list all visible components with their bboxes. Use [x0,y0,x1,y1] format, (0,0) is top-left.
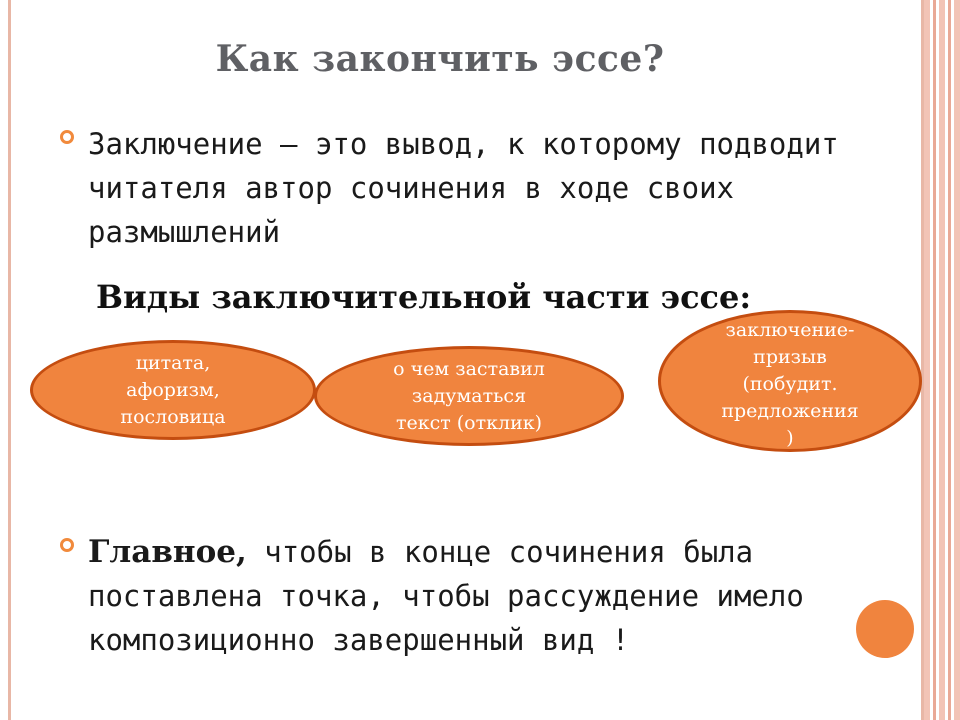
slide-title: Как закончить эссе? [215,38,665,80]
bullet-icon [60,130,74,144]
oval-call [658,310,922,452]
oval-response [314,346,624,446]
decorative-circle [856,600,914,658]
oval-quote-label: цитата, афоризм, пословица [120,351,226,428]
paragraph-definition: Заключение – это вывод, к которому подводит читателя автор сочинения в ходе своих размышлений [88,127,839,249]
bullet-icon [60,538,74,552]
section-subtitle: Виды заключительной части эссе: [96,278,752,316]
oval-call-label: заключение- призыв (побудит. предложения ) [721,319,859,449]
paragraph-main-lead: Главное, [88,534,247,570]
decorative-stripes [924,0,960,720]
oval-response-label: о чем заставил задуматься текст (отклик) [393,357,545,434]
paragraph-main-text: чтобы в конце сочинения была поставлена точка, чтобы рассуждение имело композиционно завершенный вид ! [88,535,804,657]
oval-quote [30,340,316,440]
paragraph-main [88,530,848,662]
